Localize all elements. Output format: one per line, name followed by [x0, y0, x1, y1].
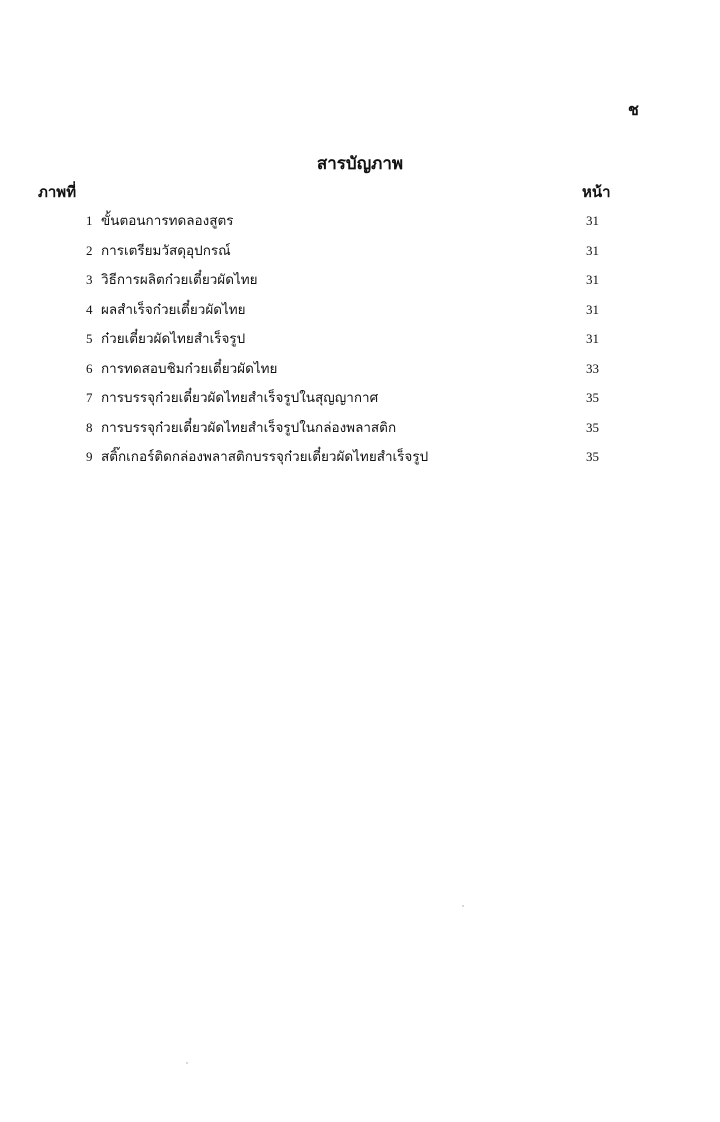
figure-number: 8 — [86, 419, 93, 435]
column-header-figure: ภาพที่ — [38, 183, 77, 201]
list-item — [0, 358, 720, 388]
figure-page: 33 — [586, 360, 599, 376]
figure-number: 2 — [86, 242, 93, 258]
list-item — [0, 299, 720, 329]
list-item — [0, 446, 720, 476]
figure-caption: ก๋วยเตี๋ยวผัดไทยสำเร็จรูป — [101, 331, 246, 347]
figure-number: 5 — [86, 331, 93, 346]
figure-number: 9 — [86, 449, 93, 464]
figure-page: 31 — [586, 272, 599, 287]
figure-page: 35 — [586, 449, 599, 464]
page-title: สารบัญภาพ — [316, 154, 404, 174]
figure-number: 6 — [86, 360, 93, 376]
figure-page: 31 — [586, 331, 599, 346]
page-number: ช — [628, 100, 639, 119]
figure-number: 3 — [86, 272, 93, 287]
figure-caption: สติ๊กเกอร์ติดกล่องพลาสติกบรรจุก๋วยเตี๋ยวผัดไทยสำเร็จรูป — [101, 449, 429, 465]
list-item — [0, 387, 720, 417]
figure-caption: การบรรจุก๋วยเตี๋ยวผัดไทยสำเร็จรูปในสุญญากาศ — [101, 390, 379, 406]
list-item — [0, 269, 720, 299]
list-item — [0, 240, 720, 270]
list-item — [0, 417, 720, 447]
figure-number: 1 — [86, 213, 93, 228]
figure-caption: ขั้นตอนการทดลองสูตร — [101, 213, 234, 229]
scan-speck — [462, 905, 464, 907]
figure-page: 35 — [586, 419, 599, 435]
figure-caption: วิธีการผลิตก๋วยเตี๋ยวผัดไทย — [101, 272, 258, 288]
figure-number: 4 — [86, 301, 93, 317]
scan-speck — [186, 1062, 188, 1064]
list-item — [0, 328, 720, 358]
figure-page: 31 — [586, 242, 599, 258]
figure-page: 31 — [586, 301, 599, 317]
figure-page: 31 — [586, 213, 599, 228]
figure-caption: การบรรจุก๋วยเตี๋ยวผัดไทยสำเร็จรูปในกล่องพลาสติก — [101, 419, 397, 436]
column-header-page: หน้า — [582, 183, 611, 201]
figure-caption: การเตรียมวัสดุอุปกรณ์ — [101, 242, 231, 259]
figure-caption: ผลสำเร็จก๋วยเตี๋ยวผัดไทย — [101, 301, 246, 318]
figure-number: 7 — [86, 390, 93, 405]
list-item — [0, 210, 720, 240]
figure-page: 35 — [586, 390, 599, 405]
figure-caption: การทดสอบชิมก๋วยเตี๋ยวผัดไทย — [101, 360, 278, 377]
figure-list — [0, 210, 720, 476]
